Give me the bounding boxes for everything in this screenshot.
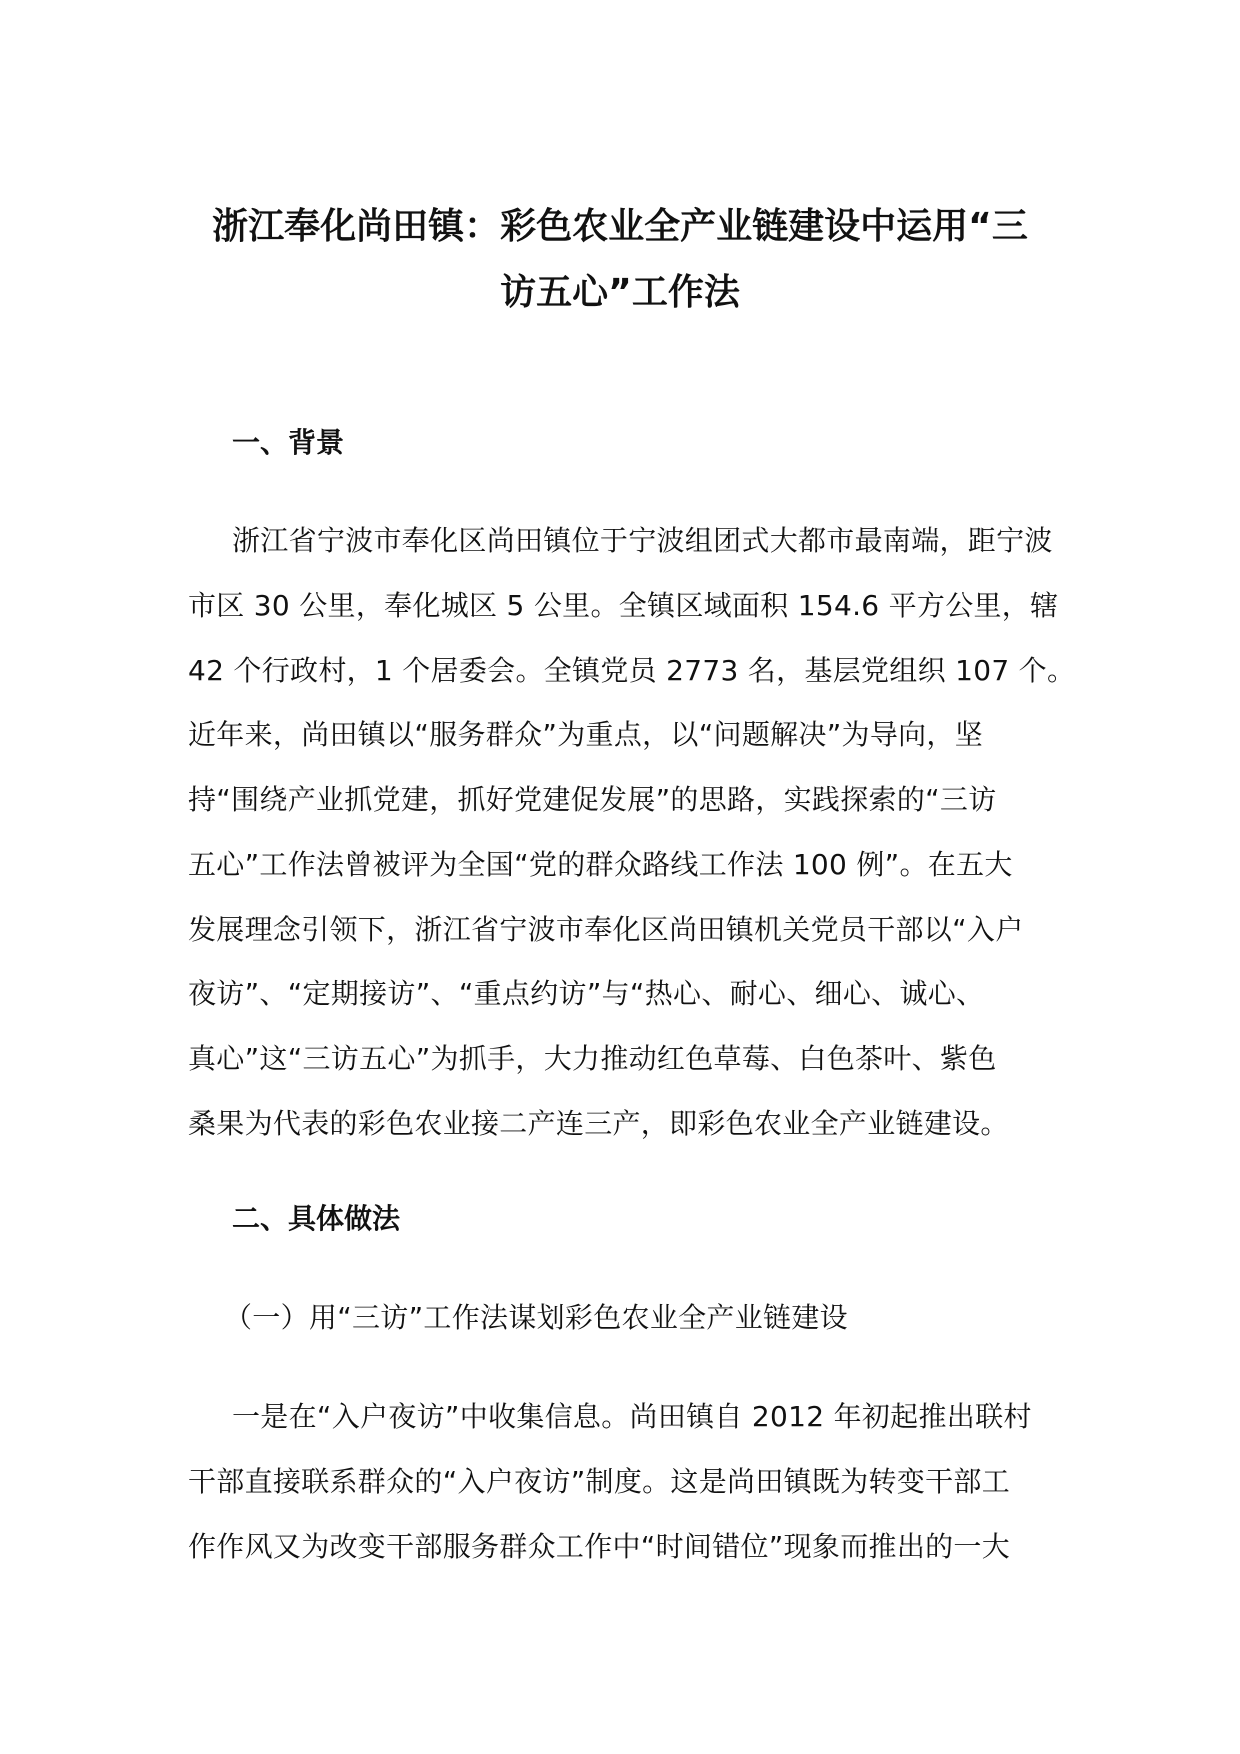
paragraph-line: 干部直接联系群众的“入户夜访”制度。这是尚田镇既为转变干部工 [188, 1465, 1011, 1498]
section-heading-background: 一、背景 [232, 426, 345, 459]
section-heading-methods: 二、具体做法 [232, 1202, 401, 1235]
paragraph-line: 发展理念引领下，浙江省宁波市奉化区尚田镇机关党员干部以“入户 [188, 913, 1024, 946]
paragraph-line: 作作风又为改变干部服务群众工作中“时间错位”现象而推出的一大 [188, 1530, 1011, 1563]
paragraph-line: 真心”这“三访五心”为抓手，大力推动红色草莓、白色茶叶、紫色 [188, 1042, 997, 1075]
paragraph-line: 夜访”、“定期接访”、“重点约访”与“热心、耐心、细心、诚心、 [188, 977, 985, 1010]
paragraph-line: 42 个行政村，1 个居委会。全镇党员 2773 名，基层党组织 107 个。 [188, 654, 1076, 687]
paragraph-line: 近年来，尚田镇以“服务群众”为重点，以“问题解决”为导向，坚 [188, 718, 984, 751]
document-title-line-1: 浙江奉化尚田镇：彩色农业全产业链建设中运用“三 [212, 206, 1028, 247]
paragraph-line: 一是在“入户夜访”中收集信息。尚田镇自 2012 年初起推出联村 [232, 1400, 1032, 1433]
paragraph-line: 持“围绕产业抓党建，抓好党建促发展”的思路，实践探索的“三访 [188, 783, 997, 816]
paragraph-line: 桑果为代表的彩色农业接二产连三产，即彩色农业全产业链建设。 [188, 1107, 1009, 1140]
paragraph-line: 五心”工作法曾被评为全国“党的群众路线工作法 100 例”。在五大 [188, 848, 1013, 881]
document-title-line-2: 访五心”工作法 [500, 272, 740, 313]
paragraph-line: 浙江省宁波市奉化区尚田镇位于宁波组团式大都市最南端，距宁波 [232, 524, 1053, 557]
subsection-heading: （一）用“三访”工作法谋划彩色农业全产业链建设 [224, 1301, 848, 1334]
paragraph-line: 市区 30 公里，奉化城区 5 公里。全镇区域面积 154.6 平方公里，辖 [188, 589, 1059, 622]
